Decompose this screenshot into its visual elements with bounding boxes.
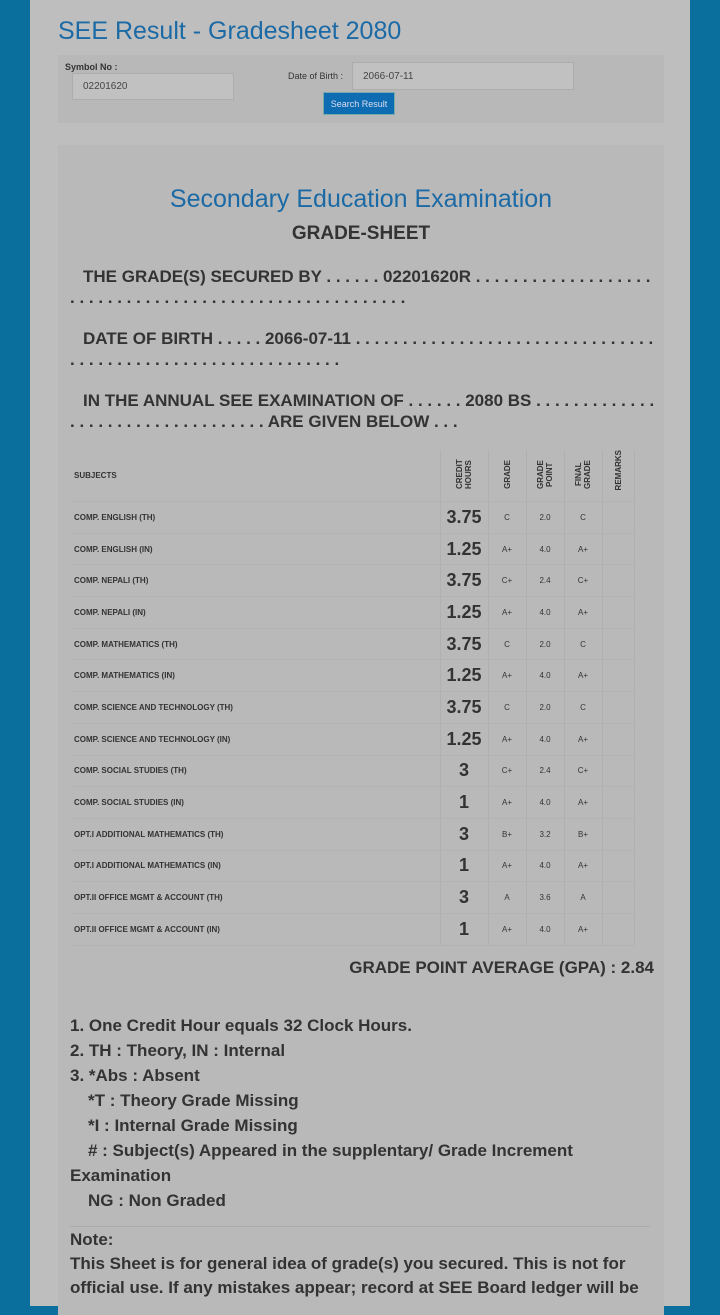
credit-hours-cell: 1 [440, 787, 488, 819]
grade-point-cell: 4.0 [526, 660, 564, 692]
final-grade-cell: B+ [564, 818, 602, 850]
final-grade-cell: C [564, 692, 602, 724]
credit-hours-cell: 3 [440, 818, 488, 850]
grade-cell: C+ [488, 565, 526, 597]
subject-cell: COMP. NEPALI (TH) [70, 565, 440, 597]
table-row [70, 533, 635, 565]
grade-cell: A+ [488, 723, 526, 755]
grade-cell: C+ [488, 755, 526, 787]
final-grade-cell: A+ [564, 723, 602, 755]
remarks-cell [602, 755, 635, 787]
grade-point-cell: 4.0 [526, 913, 564, 945]
remarks-cell [602, 628, 635, 660]
grade-point-cell: 2.4 [526, 755, 564, 787]
dob-label: Date of Birth : [288, 71, 344, 81]
subject-cell: OPT.II OFFICE MGMT & ACCOUNT (IN) [70, 913, 440, 945]
exam-line: IN THE ANNUAL SEE EXAMINATION OF . . . . . . 2080 BS . . . . . . . . . . . . . . . . . . . . . . . . . . . . . . . . . . ARE GIVEN BELOW . . . [70, 391, 655, 431]
subject-cell: COMP. SOCIAL STUDIES (TH) [70, 755, 440, 787]
table-row [70, 818, 635, 850]
remarks-cell [602, 692, 635, 724]
subject-cell: COMP. ENGLISH (TH) [70, 502, 440, 534]
note-item: NG : Non Graded [88, 1191, 226, 1210]
grade-cell: A+ [488, 533, 526, 565]
remarks-cell [602, 787, 635, 819]
gpa: GRADE POINT AVERAGE (GPA) : 2.84 [349, 958, 654, 977]
subject-cell: COMP. SCIENCE AND TECHNOLOGY (IN) [70, 723, 440, 755]
credit-hours-cell: 1.25 [440, 660, 488, 692]
table-row [70, 787, 635, 819]
grade-point-cell: 2.0 [526, 502, 564, 534]
final-grade-cell: A+ [564, 660, 602, 692]
grade-cell: A+ [488, 787, 526, 819]
sheet-subtitle: GRADE-SHEET [291, 223, 431, 244]
symbol-label: Symbol No : [65, 62, 118, 72]
grade-point-cell: 4.0 [526, 787, 564, 819]
remarks-cell [602, 818, 635, 850]
table-row [70, 660, 635, 692]
grade-cell: A+ [488, 850, 526, 882]
grade-point-cell: 3.2 [526, 818, 564, 850]
remarks-cell [602, 850, 635, 882]
final-grade-cell: A+ [564, 597, 602, 629]
final-grade-cell: A+ [564, 533, 602, 565]
remarks-cell [602, 597, 635, 629]
final-grade-cell: A+ [564, 787, 602, 819]
col-final-grade: FINAL GRADE [574, 460, 592, 489]
note-item: *I : Internal Grade Missing [88, 1116, 298, 1135]
grade-cell: C [488, 692, 526, 724]
credit-hours-cell: 1.25 [440, 723, 488, 755]
subject-cell: COMP. NEPALI (IN) [70, 597, 440, 629]
final-grade-cell: C [564, 628, 602, 660]
disclaimer [70, 1228, 650, 1300]
credit-hours-cell: 3.75 [440, 502, 488, 534]
subject-cell: COMP. MATHEMATICS (IN) [70, 660, 440, 692]
table-row [70, 882, 635, 914]
credit-hours-cell: 1 [440, 850, 488, 882]
col-subjects: SUBJECTS [70, 450, 440, 502]
subject-cell: OPT.I ADDITIONAL MATHEMATICS (TH) [70, 818, 440, 850]
grade-cell: A [488, 882, 526, 914]
page [30, 0, 690, 1306]
remarks-cell [602, 533, 635, 565]
subject-cell: COMP. SOCIAL STUDIES (IN) [70, 787, 440, 819]
grade-cell: A+ [488, 913, 526, 945]
credit-hours-cell: 3.75 [440, 565, 488, 597]
grade-point-cell: 4.0 [526, 533, 564, 565]
final-grade-cell: A+ [564, 850, 602, 882]
grade-point-cell: 3.6 [526, 882, 564, 914]
subject-cell: OPT.I ADDITIONAL MATHEMATICS (IN) [70, 850, 440, 882]
search-form [58, 55, 664, 123]
table-row [70, 755, 635, 787]
subject-cell: COMP. SCIENCE AND TECHNOLOGY (TH) [70, 692, 440, 724]
table-row [70, 628, 635, 660]
grade-point-cell: 2.0 [526, 692, 564, 724]
subject-cell: OPT.II OFFICE MGMT & ACCOUNT (TH) [70, 882, 440, 914]
grade-cell: A+ [488, 597, 526, 629]
col-grade: GRADE [502, 460, 512, 489]
credit-hours-cell: 3 [440, 755, 488, 787]
note-item: 3. *Abs : Absent [70, 1066, 200, 1085]
col-remarks: REMARKS [613, 450, 623, 491]
grade-cell: B+ [488, 818, 526, 850]
grade-point-cell: 2.0 [526, 628, 564, 660]
remarks-cell [602, 723, 635, 755]
table-row [70, 565, 635, 597]
table-row [70, 692, 635, 724]
divider [70, 1226, 650, 1227]
grade-point-cell: 4.0 [526, 850, 564, 882]
col-credit-hours: CREDIT HOURS [455, 459, 473, 490]
remarks-cell [602, 565, 635, 597]
grade-point-cell: 4.0 [526, 597, 564, 629]
symbol-input[interactable]: 02201620 [72, 73, 234, 100]
table-row [70, 723, 635, 755]
table-row [70, 502, 635, 534]
note-title: Note: [70, 1230, 114, 1249]
final-grade-cell: C [564, 502, 602, 534]
note-item: 2. TH : Theory, IN : Internal [70, 1041, 286, 1060]
credit-hours-cell: 3 [440, 882, 488, 914]
credit-hours-cell: 1.25 [440, 533, 488, 565]
credit-hours-cell: 3.75 [440, 692, 488, 724]
dob-input[interactable]: 2066-07-11 [352, 62, 574, 90]
final-grade-cell: A+ [564, 913, 602, 945]
gradesheet [58, 145, 664, 1315]
final-grade-cell: C+ [564, 755, 602, 787]
page-title: SEE Result - Gradesheet 2080 [58, 17, 402, 45]
remarks-cell [602, 882, 635, 914]
credit-hours-cell: 1.25 [440, 597, 488, 629]
credit-hours-cell: 3.75 [440, 628, 488, 660]
grade-point-cell: 2.4 [526, 565, 564, 597]
table-row [70, 850, 635, 882]
sheet-title: Secondary Education Examination [169, 185, 553, 213]
remarks-cell [602, 913, 635, 945]
subject-cell: COMP. ENGLISH (IN) [70, 533, 440, 565]
remarks-cell [602, 660, 635, 692]
credit-hours-cell: 1 [440, 913, 488, 945]
note-text: This Sheet is for general idea of grade(s) you secured. This is not for official use. If any mistakes appear; record at SEE Board ledger will be [70, 1254, 639, 1297]
secured-by: THE GRADE(S) SECURED BY . . . . . . 02201620R . . . . . . . . . . . . . . . . . . . . . . . . . . . . . . . . . . . . . . . . . . . . . . . . . . . . . . . [70, 267, 651, 307]
col-grade-point: GRADE POINT [536, 460, 554, 489]
grade-cell: C [488, 502, 526, 534]
final-grade-cell: C+ [564, 565, 602, 597]
subject-cell: COMP. MATHEMATICS (TH) [70, 628, 440, 660]
note-item: Examination [70, 1166, 172, 1185]
final-grade-cell: A [564, 882, 602, 914]
search-result-button[interactable]: Search Result [323, 92, 395, 115]
grades-table [70, 450, 635, 946]
note-item: # : Subject(s) Appeared in the supplentary/ Grade Increment [88, 1141, 573, 1160]
table-row [70, 597, 635, 629]
notes [70, 1013, 650, 1213]
table-row [70, 913, 635, 945]
note-item: *T : Theory Grade Missing [88, 1091, 299, 1110]
remarks-cell [602, 502, 635, 534]
grade-cell: A+ [488, 660, 526, 692]
grade-point-cell: 4.0 [526, 723, 564, 755]
dob-line: DATE OF BIRTH . . . . . 2066-07-11 . . . . . . . . . . . . . . . . . . . . . . . . . . . . . . . . . . . . . . . . . . . . . . . . . . . . . . . . . . . . . [70, 329, 654, 369]
grade-cell: C [488, 628, 526, 660]
note-item: 1. One Credit Hour equals 32 Clock Hours. [70, 1016, 412, 1035]
